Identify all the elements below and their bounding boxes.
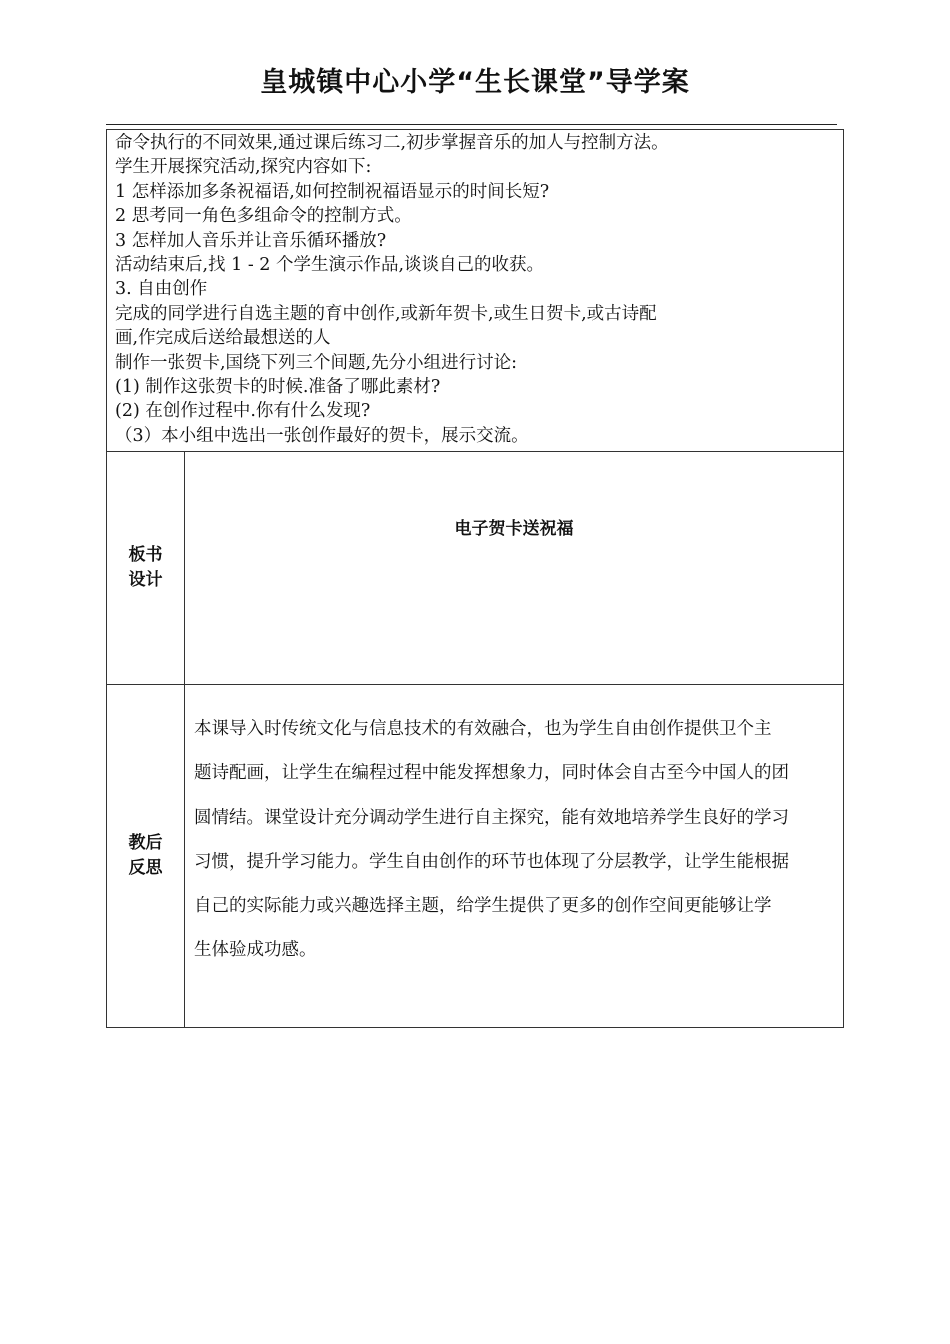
activity-cell — [107, 130, 844, 452]
activity-line: (1) 制作这张贺卡的时候.准备了哪此素材? — [115, 377, 441, 398]
board-design-content: 电子贺卡送祝福 — [185, 452, 844, 685]
reflection-label — [107, 685, 185, 1028]
board-design-label-line: 设计 — [128, 570, 163, 591]
reflection-line: 圆情结。课堂设计充分调动学生进行自主探究，能有效地培养学生良好的学习 — [194, 807, 789, 828]
reflection-line: 本课导入时传统文化与信息技术的有效融合，也为学生自由创作提供卫个主 — [194, 719, 772, 740]
activity-line: 学生开展探究活动,探究内容如下: — [115, 157, 372, 178]
reflection-line: 生体验成功感。 — [194, 940, 317, 961]
activity-line: 1 怎样添加多条祝福语,如何控制祝福语显示的时间长短? — [115, 181, 550, 202]
activity-line: 3. 自由创作 — [115, 279, 208, 300]
board-design-label-line: 板书 — [128, 545, 163, 566]
reflection-line: 自己的实际能力或兴趣选择主题，给学生提供了更多的创作空间更能够让学 — [194, 896, 772, 917]
activity-line: 3 怎样加人音乐并让音乐循环播放? — [115, 230, 387, 251]
activity-line: 活动结束后,找 1 - 2 个学生演示作品,谈谈自己的收获。 — [115, 255, 545, 276]
activity-line: 命令执行的不同效果,通过课后练习二,初步掌握音乐的加人与控制方法。 — [115, 133, 669, 153]
activity-line: 制作一张贺卡,国绕下列三个间题,先分小组进行讨论: — [115, 352, 518, 373]
lesson-plan-table — [106, 129, 844, 1028]
board-design-row — [107, 452, 844, 685]
reflection-line: 习惯，提升学习能力。学生自由创作的环节也体现了分层教学，让学生能根据 — [194, 851, 789, 872]
reflection-content — [185, 685, 844, 1028]
reflection-row — [107, 685, 844, 1028]
board-design-label — [107, 452, 185, 685]
activity-line: 2 思考同一角色多组命令的控制方式。 — [115, 206, 412, 227]
reflection-label-line: 反思 — [128, 858, 163, 879]
activity-line: 完成的同学进行自选主题的育中创作,或新年贺卡,或生日贺卡,或古诗配 — [115, 303, 657, 324]
activity-row — [107, 130, 844, 452]
activity-line: 画,作完成后送给最想送的人 — [115, 328, 331, 349]
reflection-line: 题诗配画，让学生在编程过程中能发挥想象力，同时体会自古至今中国人的团 — [194, 763, 789, 784]
reflection-label-line: 教后 — [128, 833, 163, 854]
activity-line: (2) 在创作过程中.你有什么发现? — [115, 401, 371, 422]
page-title: 皇城镇中心小学“生长课堂”导学案 — [260, 67, 690, 98]
header-rule — [106, 124, 837, 125]
activity-line: （3）本小组中选出一张创作最好的贺卡，展示交流。 — [115, 425, 529, 446]
